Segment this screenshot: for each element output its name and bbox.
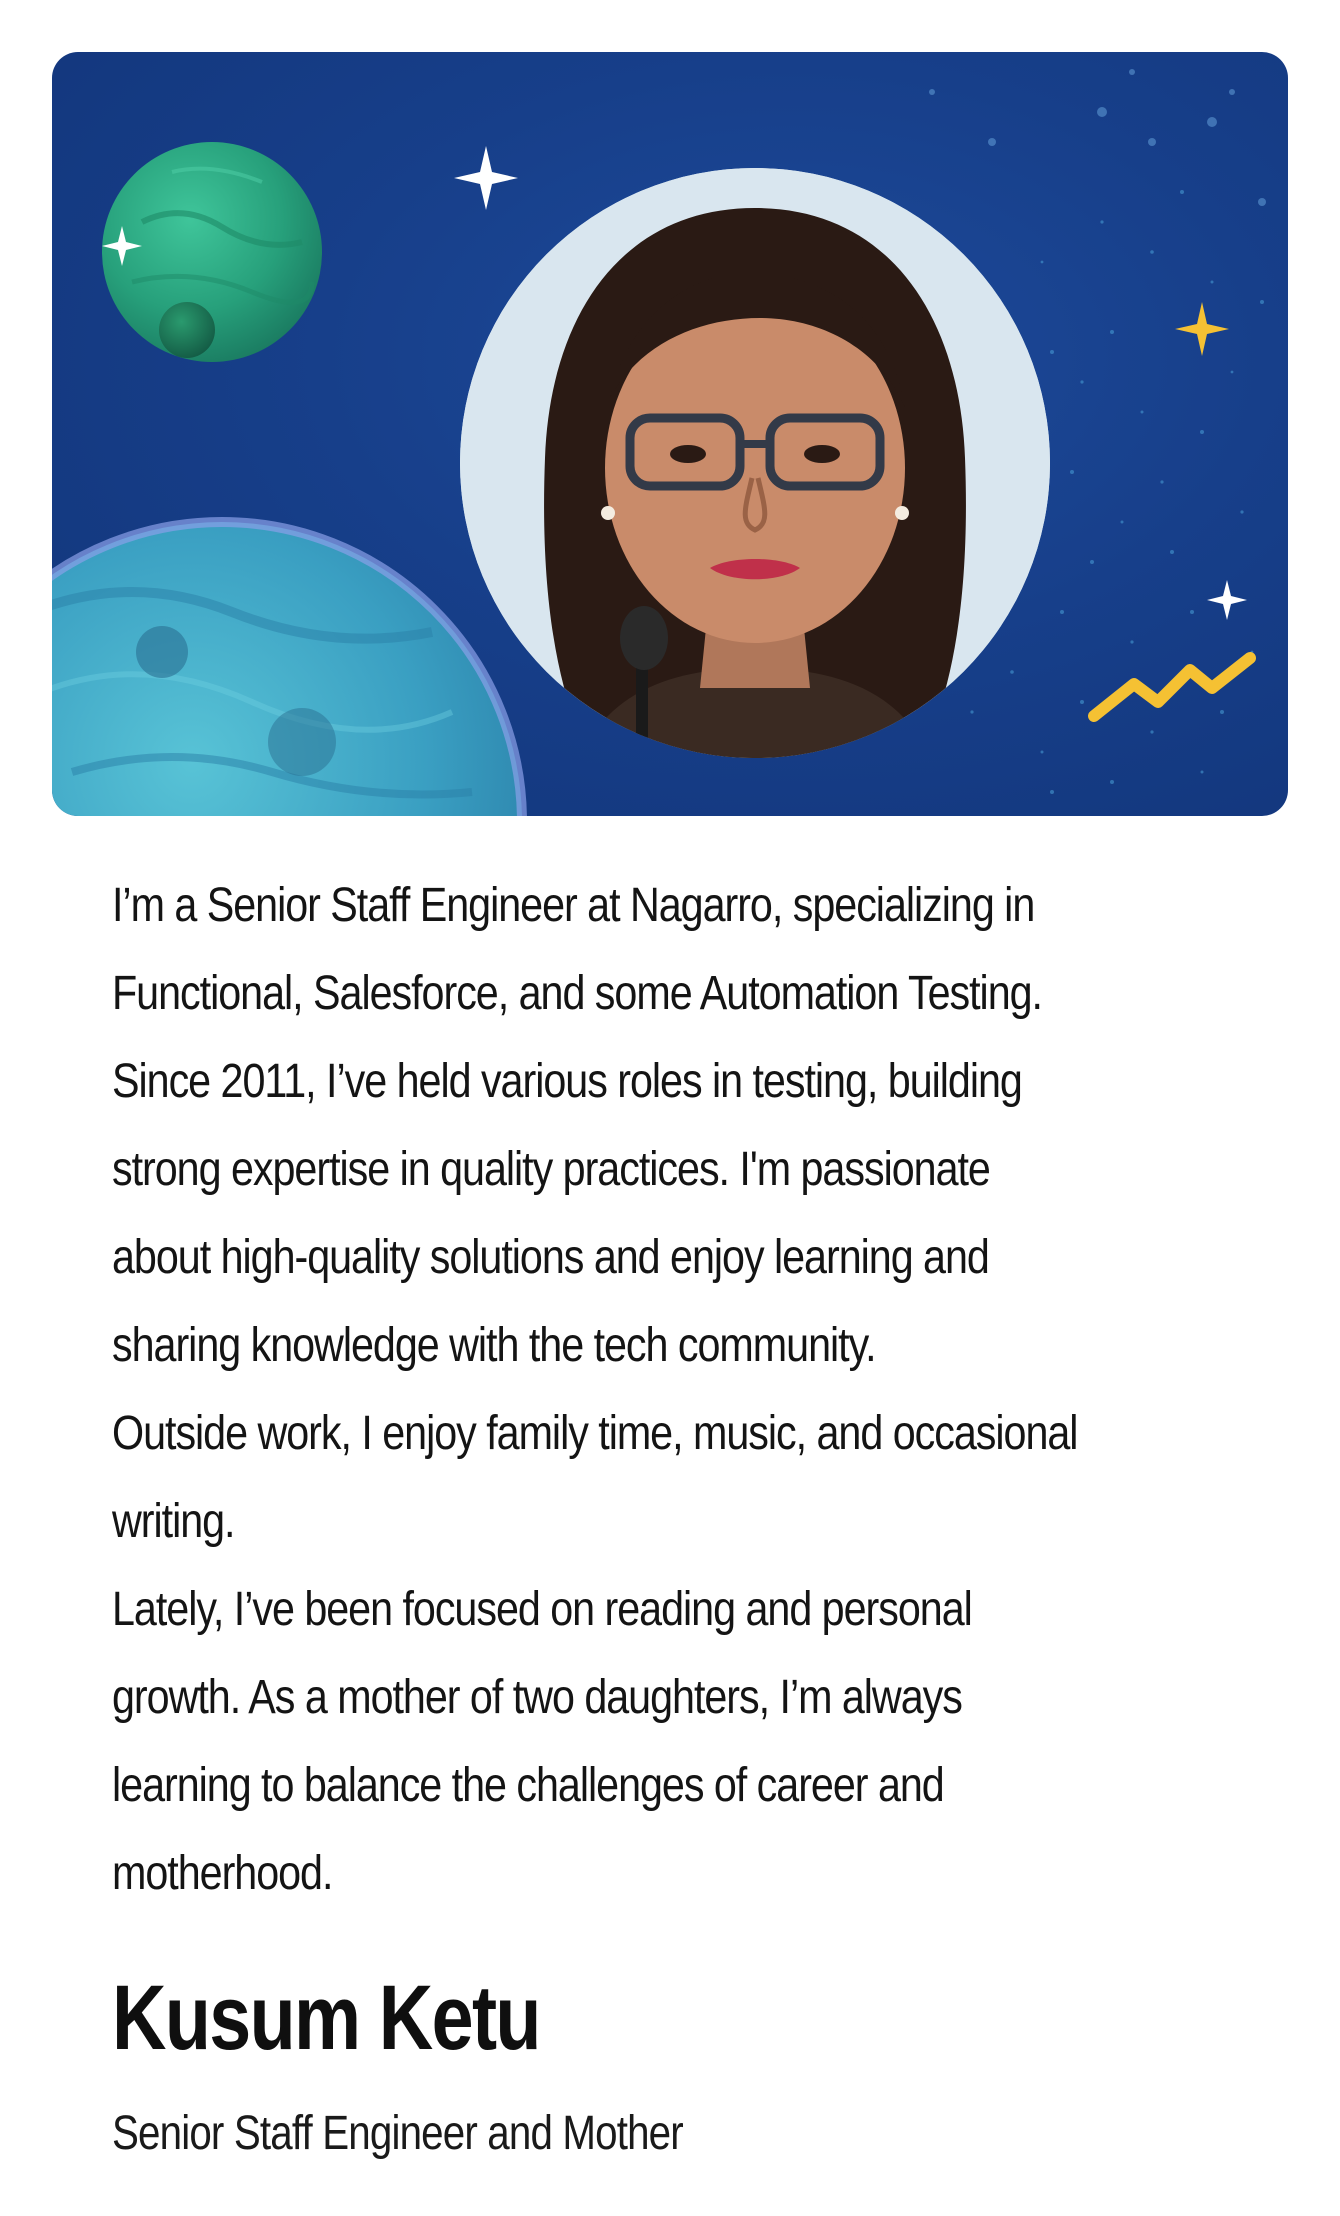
profile-name: Kusum Ketu — [112, 1967, 540, 2069]
portrait-image — [460, 168, 1050, 758]
bio-text — [112, 862, 1092, 1918]
bio-paragraph: Lately, I’ve been focused on reading and personal growth. As a mother of two daughters, I’m always learning to balance the challenges of career and motherhood. — [112, 1583, 972, 1900]
zigzag-icon — [1094, 658, 1250, 716]
avatar — [460, 168, 1050, 758]
bio-paragraph: Outside work, I enjoy family time, music, and occasional writing. — [112, 1407, 1078, 1548]
green-planet-icon — [102, 142, 322, 362]
bio-paragraph: I’m a Senior Staff Engineer at Nagarro, specializing in Functional, Salesforce, and some Automation Testing. Since 2011, I’ve held various roles in testing, building strong expertise in quality practices. I'm passionate about high-quality solutions and enjoy learning and sharing knowledge with the tech community. — [112, 879, 1042, 1372]
profile-banner — [52, 52, 1288, 816]
sparkle-icon — [1175, 302, 1229, 356]
profile-role: Senior Staff Engineer and Mother — [112, 2107, 683, 2160]
blue-planet-icon — [52, 522, 522, 816]
